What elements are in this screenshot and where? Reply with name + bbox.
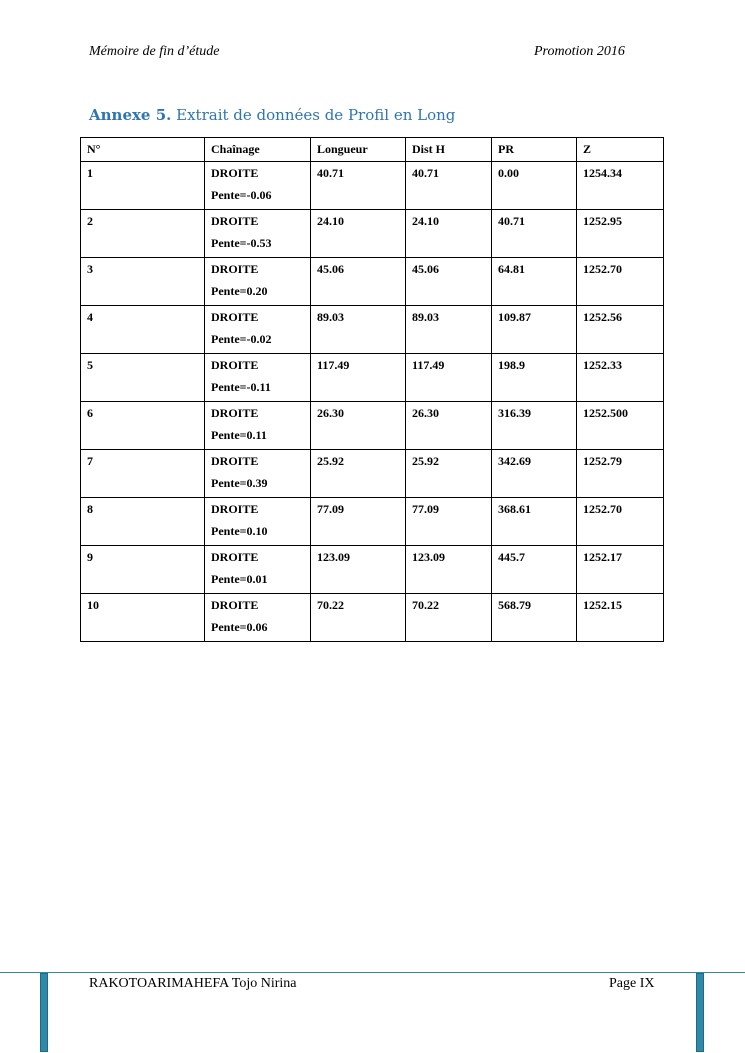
cell-dist-h: 24.10 bbox=[412, 214, 439, 228]
cell-z bbox=[577, 546, 664, 594]
cell-number bbox=[81, 546, 205, 594]
page-number: Page IX bbox=[609, 976, 655, 991]
cell-pr bbox=[492, 402, 577, 450]
col-header-n: N° bbox=[81, 138, 205, 162]
cell-number: 9 bbox=[87, 550, 93, 564]
cell-chainage bbox=[205, 306, 311, 354]
cell-longueur: 24.10 bbox=[317, 214, 344, 228]
cell-z: 1252.70 bbox=[583, 502, 622, 516]
annex-label: Annexe 5. bbox=[89, 106, 172, 124]
col-header-longueur: Longueur bbox=[311, 138, 406, 162]
cell-chainage-type: DROITE bbox=[211, 502, 259, 516]
cell-dist-h bbox=[406, 546, 492, 594]
cell-pr: 568.79 bbox=[498, 598, 531, 612]
footer-bar-right bbox=[696, 973, 704, 1052]
cell-pr: 109.87 bbox=[498, 310, 531, 324]
profil-table bbox=[80, 137, 664, 642]
cell-number: 4 bbox=[87, 310, 93, 324]
cell-pr bbox=[492, 450, 577, 498]
cell-chainage bbox=[205, 450, 311, 498]
table-row bbox=[81, 354, 664, 402]
cell-dist-h bbox=[406, 402, 492, 450]
cell-number: 1 bbox=[87, 166, 93, 180]
col-header-pr: PR bbox=[492, 138, 577, 162]
cell-longueur: 25.92 bbox=[317, 454, 344, 468]
table-row bbox=[81, 546, 664, 594]
cell-longueur: 70.22 bbox=[317, 598, 344, 612]
cell-longueur bbox=[311, 162, 406, 210]
cell-chainage-type: DROITE bbox=[211, 598, 259, 612]
cell-number bbox=[81, 306, 205, 354]
cell-pr bbox=[492, 306, 577, 354]
cell-pr bbox=[492, 258, 577, 306]
cell-longueur: 117.49 bbox=[317, 358, 350, 372]
cell-longueur: 77.09 bbox=[317, 502, 344, 516]
cell-pr bbox=[492, 354, 577, 402]
cell-number bbox=[81, 162, 205, 210]
table-row bbox=[81, 306, 664, 354]
cell-pr bbox=[492, 594, 577, 642]
cell-z bbox=[577, 354, 664, 402]
cell-z bbox=[577, 258, 664, 306]
cell-z bbox=[577, 162, 664, 210]
cell-longueur bbox=[311, 258, 406, 306]
col-header-dist-h: Dist H bbox=[406, 138, 492, 162]
cell-chainage bbox=[205, 546, 311, 594]
cell-dist-h bbox=[406, 210, 492, 258]
cell-dist-h: 70.22 bbox=[412, 598, 439, 612]
cell-pr bbox=[492, 498, 577, 546]
cell-z: 1252.56 bbox=[583, 310, 622, 324]
cell-number: 3 bbox=[87, 262, 93, 276]
cell-number: 7 bbox=[87, 454, 93, 468]
cell-dist-h bbox=[406, 258, 492, 306]
cell-chainage-pente: Pente=0.01 bbox=[211, 572, 268, 586]
cell-dist-h bbox=[406, 354, 492, 402]
footer-divider bbox=[0, 972, 745, 973]
cell-chainage-pente: Pente=0.20 bbox=[211, 284, 268, 298]
footer-author: RAKOTOARIMAHEFA Tojo Nirina bbox=[89, 976, 297, 991]
cell-dist-h: 123.09 bbox=[412, 550, 445, 564]
cell-chainage-pente: Pente=-0.53 bbox=[211, 236, 272, 250]
cell-z: 1254.34 bbox=[583, 166, 622, 180]
table-row bbox=[81, 162, 664, 210]
cell-chainage-pente: Pente=-0.06 bbox=[211, 188, 272, 202]
cell-z bbox=[577, 450, 664, 498]
cell-z: 1252.33 bbox=[583, 358, 622, 372]
cell-chainage-pente: Pente=0.11 bbox=[211, 428, 267, 442]
cell-chainage-type: DROITE bbox=[211, 454, 259, 468]
cell-chainage bbox=[205, 258, 311, 306]
cell-number bbox=[81, 450, 205, 498]
cell-dist-h bbox=[406, 162, 492, 210]
cell-z: 1252.15 bbox=[583, 598, 622, 612]
table-row bbox=[81, 402, 664, 450]
cell-z bbox=[577, 594, 664, 642]
cell-chainage bbox=[205, 210, 311, 258]
cell-dist-h: 45.06 bbox=[412, 262, 439, 276]
table-row bbox=[81, 594, 664, 642]
table-row bbox=[81, 210, 664, 258]
cell-dist-h bbox=[406, 594, 492, 642]
annex-title bbox=[89, 106, 455, 124]
cell-dist-h bbox=[406, 498, 492, 546]
cell-chainage bbox=[205, 162, 311, 210]
cell-number: 10 bbox=[87, 598, 99, 612]
cell-number: 2 bbox=[87, 214, 93, 228]
cell-longueur bbox=[311, 210, 406, 258]
cell-longueur: 26.30 bbox=[317, 406, 344, 420]
cell-chainage-pente: Pente=0.06 bbox=[211, 620, 268, 634]
cell-chainage bbox=[205, 354, 311, 402]
cell-chainage-pente: Pente=0.39 bbox=[211, 476, 268, 490]
cell-chainage-pente: Pente=-0.11 bbox=[211, 380, 271, 394]
cell-pr bbox=[492, 210, 577, 258]
cell-number bbox=[81, 498, 205, 546]
header-right: Promotion 2016 bbox=[534, 44, 625, 59]
cell-chainage-type: DROITE bbox=[211, 214, 259, 228]
cell-z: 1252.95 bbox=[583, 214, 622, 228]
cell-chainage-type: DROITE bbox=[211, 310, 259, 324]
cell-number bbox=[81, 258, 205, 306]
cell-longueur bbox=[311, 354, 406, 402]
cell-pr: 342.69 bbox=[498, 454, 531, 468]
cell-number: 8 bbox=[87, 502, 93, 516]
cell-pr bbox=[492, 546, 577, 594]
cell-dist-h bbox=[406, 306, 492, 354]
table-row bbox=[81, 450, 664, 498]
cell-longueur bbox=[311, 402, 406, 450]
cell-longueur bbox=[311, 450, 406, 498]
cell-dist-h: 25.92 bbox=[412, 454, 439, 468]
col-header-z: Z bbox=[577, 138, 664, 162]
cell-number: 5 bbox=[87, 358, 93, 372]
cell-z: 1252.500 bbox=[583, 406, 628, 420]
cell-pr: 316.39 bbox=[498, 406, 531, 420]
cell-longueur: 40.71 bbox=[317, 166, 344, 180]
table-header-row bbox=[81, 138, 664, 162]
cell-longueur bbox=[311, 546, 406, 594]
cell-pr: 64.81 bbox=[498, 262, 525, 276]
cell-z bbox=[577, 306, 664, 354]
header-left: Mémoire de fin d’étude bbox=[89, 44, 220, 59]
cell-chainage-type: DROITE bbox=[211, 406, 259, 420]
table-row bbox=[81, 498, 664, 546]
cell-pr: 198.9 bbox=[498, 358, 525, 372]
cell-longueur: 45.06 bbox=[317, 262, 344, 276]
cell-longueur: 123.09 bbox=[317, 550, 350, 564]
cell-dist-h: 117.49 bbox=[412, 358, 445, 372]
footer-bar-left bbox=[40, 973, 48, 1052]
cell-chainage bbox=[205, 402, 311, 450]
cell-dist-h: 40.71 bbox=[412, 166, 439, 180]
cell-pr bbox=[492, 162, 577, 210]
cell-chainage-type: DROITE bbox=[211, 166, 259, 180]
cell-pr: 368.61 bbox=[498, 502, 531, 516]
cell-pr: 40.71 bbox=[498, 214, 525, 228]
cell-z: 1252.17 bbox=[583, 550, 622, 564]
table-row bbox=[81, 258, 664, 306]
cell-chainage-type: DROITE bbox=[211, 262, 259, 276]
cell-number bbox=[81, 354, 205, 402]
cell-dist-h bbox=[406, 450, 492, 498]
cell-z bbox=[577, 402, 664, 450]
cell-dist-h: 89.03 bbox=[412, 310, 439, 324]
cell-z bbox=[577, 210, 664, 258]
cell-longueur bbox=[311, 594, 406, 642]
cell-dist-h: 77.09 bbox=[412, 502, 439, 516]
cell-z: 1252.70 bbox=[583, 262, 622, 276]
cell-pr: 445.7 bbox=[498, 550, 525, 564]
cell-pr: 0.00 bbox=[498, 166, 519, 180]
cell-number bbox=[81, 210, 205, 258]
cell-number: 6 bbox=[87, 406, 93, 420]
cell-longueur bbox=[311, 498, 406, 546]
cell-chainage bbox=[205, 594, 311, 642]
cell-chainage bbox=[205, 498, 311, 546]
annex-title-text: Extrait de données de Profil en Long bbox=[171, 106, 456, 124]
cell-number bbox=[81, 594, 205, 642]
cell-longueur: 89.03 bbox=[317, 310, 344, 324]
cell-z bbox=[577, 498, 664, 546]
cell-chainage-pente: Pente=-0.02 bbox=[211, 332, 272, 346]
cell-chainage-type: DROITE bbox=[211, 358, 259, 372]
cell-dist-h: 26.30 bbox=[412, 406, 439, 420]
cell-number bbox=[81, 402, 205, 450]
cell-chainage-type: DROITE bbox=[211, 550, 259, 564]
cell-z: 1252.79 bbox=[583, 454, 622, 468]
cell-longueur bbox=[311, 306, 406, 354]
col-header-chainage: Chaînage bbox=[205, 138, 311, 162]
cell-chainage-pente: Pente=0.10 bbox=[211, 524, 268, 538]
